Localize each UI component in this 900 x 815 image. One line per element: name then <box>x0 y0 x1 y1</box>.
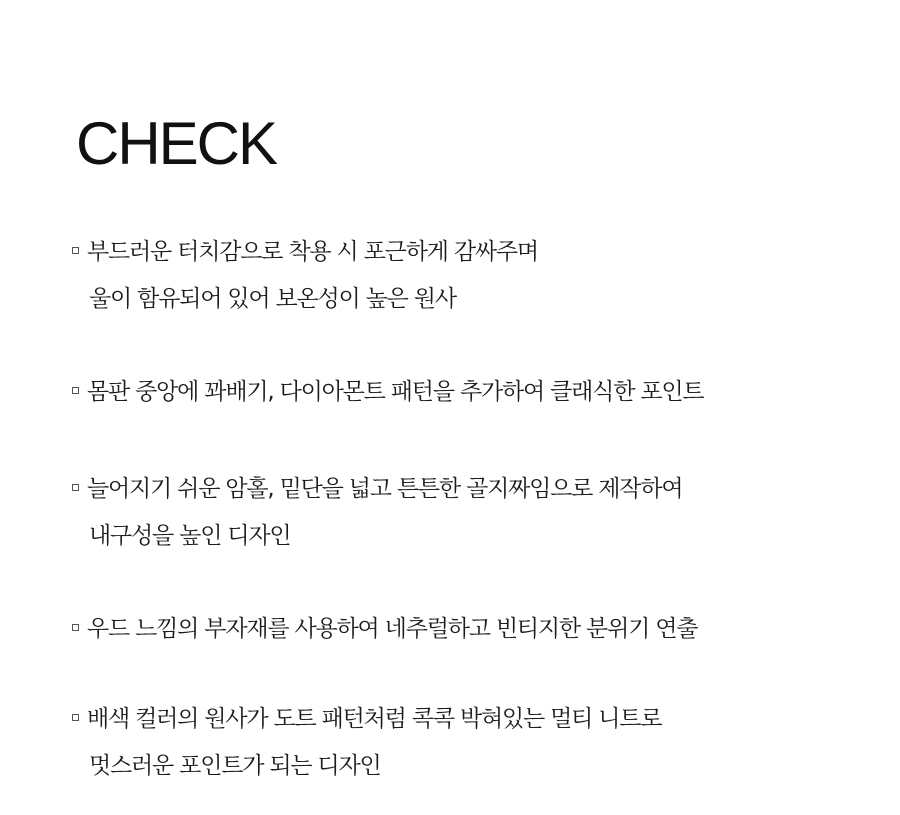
feature-text-line: 우드 느낌의 부자재를 사용하여 네추럴하고 빈티지한 분위기 연출 <box>87 616 698 642</box>
feature-item <box>72 466 682 560</box>
feature-text-line: 늘어지기 쉬운 암홀, 밑단을 넓고 튼튼한 골지짜임으로 제작하여 <box>87 476 683 502</box>
feature-text-line: 부드러운 터치감으로 착용 시 포근하게 감싸주며 <box>87 239 538 265</box>
feature-item <box>72 696 661 790</box>
bullet-square-icon <box>72 624 79 631</box>
feature-item <box>72 369 703 416</box>
page-title: CHECK <box>76 110 277 177</box>
bullet-square-icon <box>72 714 79 721</box>
feature-text-line: 배색 컬러의 원사가 도트 패턴처럼 콕콕 박혀있는 멀티 니트로 <box>87 706 662 732</box>
bullet-square-icon <box>72 484 79 491</box>
feature-text-line: 내구성을 높인 디자인 <box>89 523 291 549</box>
feature-item <box>72 606 697 653</box>
bullet-square-icon <box>72 387 79 394</box>
bullet-square-icon <box>72 247 79 254</box>
feature-text-line: 멋스러운 포인트가 되는 디자인 <box>89 753 381 779</box>
feature-text-line: 울이 함유되어 있어 보온성이 높은 원사 <box>89 286 456 312</box>
feature-item <box>72 229 538 323</box>
feature-text-line: 몸판 중앙에 꽈배기, 다이아몬트 패턴을 추가하여 클래식한 포인트 <box>87 379 704 405</box>
